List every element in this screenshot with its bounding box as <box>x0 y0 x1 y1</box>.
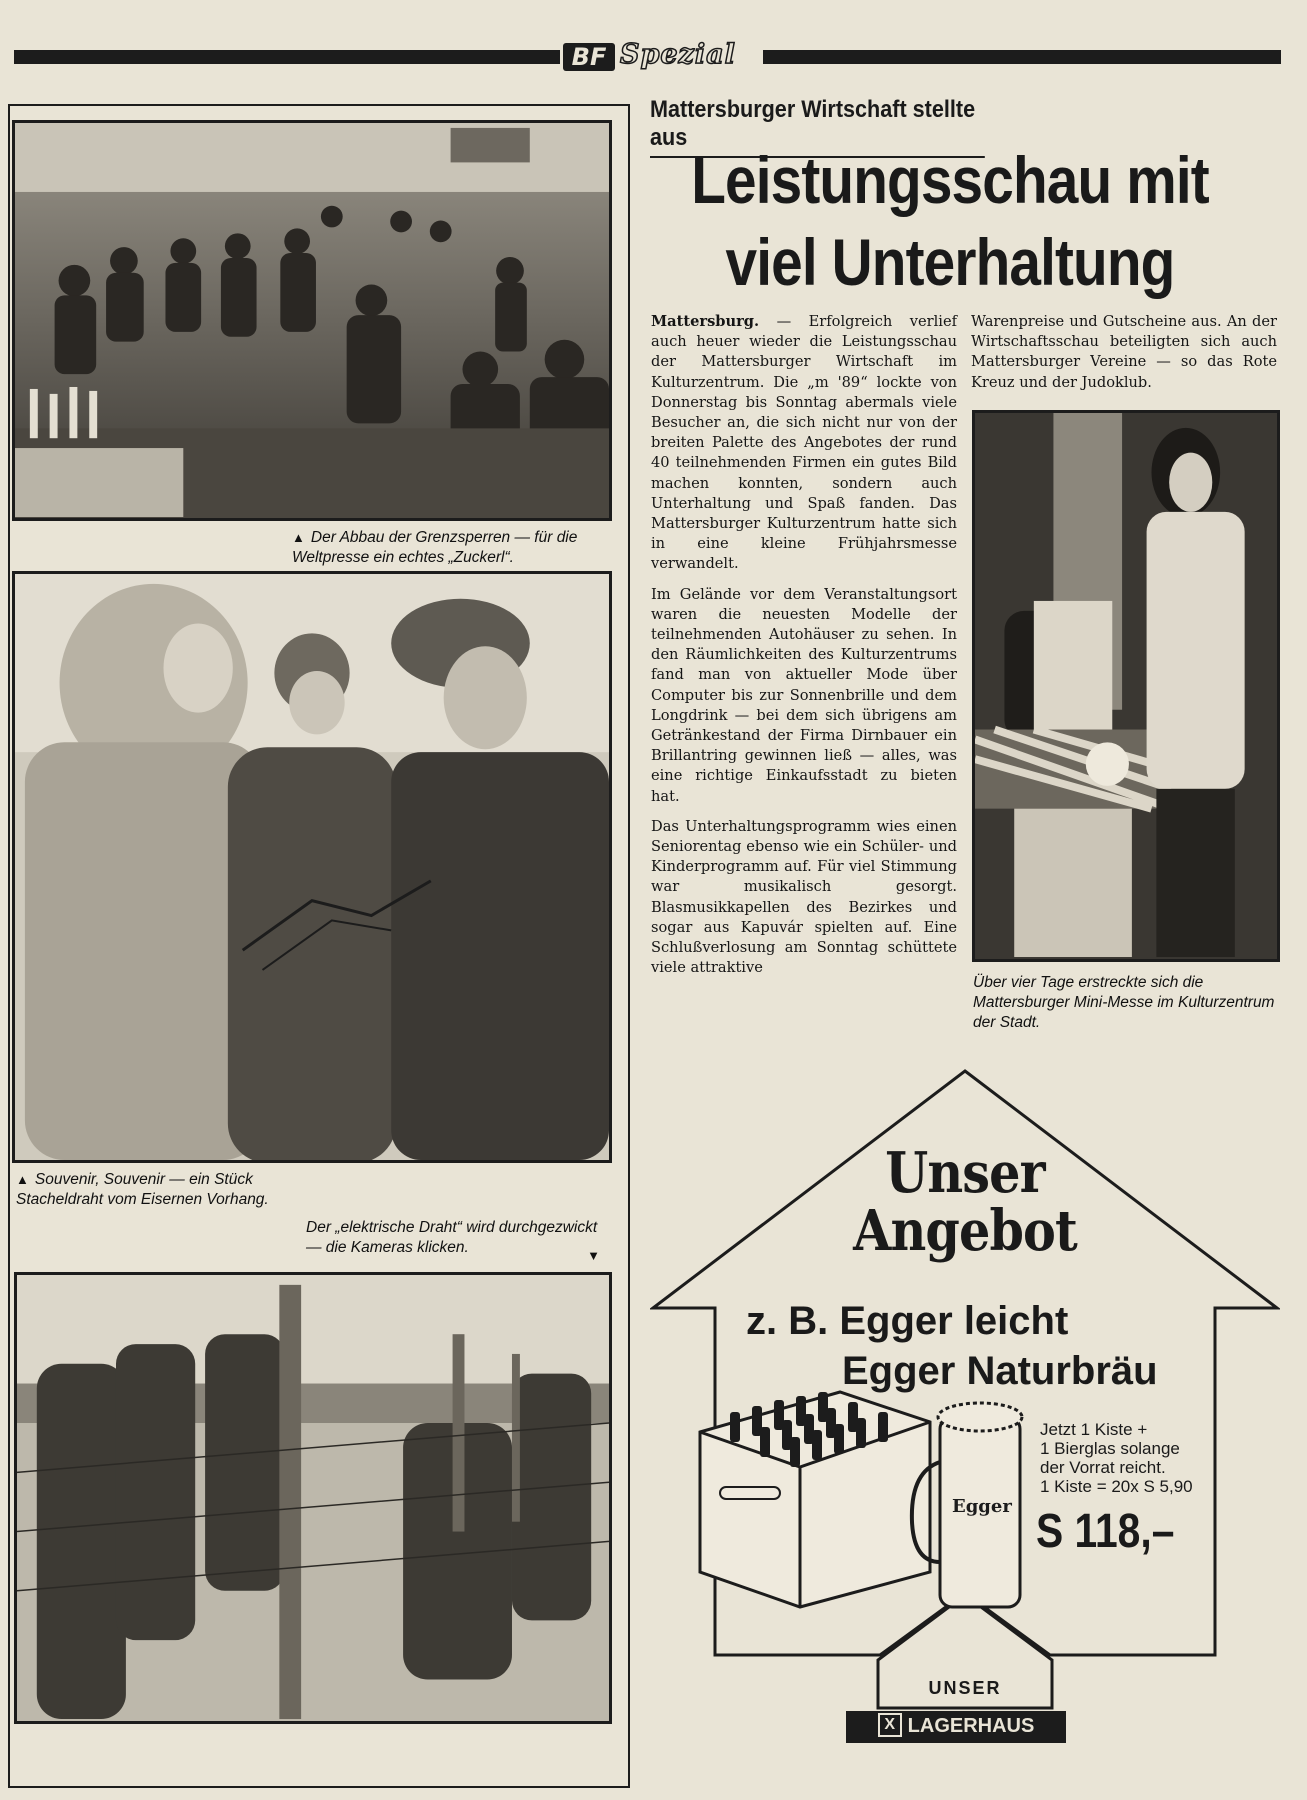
article-headline-line2: viel Unterhaltung <box>725 225 1175 299</box>
header-rule-left <box>14 50 560 64</box>
ad-beer-crate-illustration <box>690 1372 1030 1612</box>
ad-title-line2: Angebot <box>853 1198 1077 1264</box>
ad-offer-line2: 1 Bierglas solange <box>1040 1439 1180 1458</box>
photo-mini-messe-image <box>975 413 1277 959</box>
caption-text: Souvenir, Souvenir — ein Stück Stacheldraht vom Eisernen Vorhang. <box>16 1171 269 1208</box>
ad-offer-line1: Jetzt 1 Kiste + <box>1040 1420 1148 1439</box>
article-headline-line1: Leistungsschau mit <box>691 143 1209 217</box>
ad-title-line1: Unser <box>885 1140 1045 1206</box>
article-dateline: Mattersburg. <box>651 313 760 330</box>
photo-fence-cutting <box>14 1272 612 1724</box>
svg-text:Egger: Egger <box>952 1496 1012 1517</box>
lagerhaus-label: LAGERHAUS <box>907 1715 1035 1737</box>
caption-down-marker: ▼ <box>587 1248 600 1263</box>
ad-brand-lagerhaus <box>846 1711 1066 1743</box>
article-paragraph-2: Im Gelände vor dem Veranstaltungsort waren die neuesten Modelle der teilnehmenden Autohäuser zu sehen. In den Räumlichkeiten des Kulturzentrums fand man von aktueller Mode über Computer bis zur Sonnenbrille und dem Longdrink — bei dem sich übrigens am Getränkestand der Firma Dirnbauer ein Brillantring gewinnen ließ — alles, was eine richtige Einkaufsstadt zu bieten hat. <box>651 585 957 805</box>
header-rule-right <box>763 50 1281 64</box>
article-kicker: Mattersburger Wirtschaft stellte aus <box>650 96 985 158</box>
ad-offer-line3: der Vorrat reicht. <box>1040 1458 1166 1477</box>
caption-photo-press <box>292 528 614 568</box>
article-column-2 <box>971 312 1277 393</box>
beer-crate-icon <box>690 1372 1030 1612</box>
caption-photo-soldiers <box>16 1170 316 1210</box>
section-title: Spezial <box>620 39 736 70</box>
caption-text: Der Abbau der Grenzsperren — für die Weltpresse ein echtes „Zuckerl“. <box>292 529 578 566</box>
ad-offer-line4: 1 Kiste = 20x S 5,90 <box>1040 1477 1193 1496</box>
photo-fence-cutting-image <box>17 1275 609 1721</box>
caption-photo-cutting <box>306 1218 606 1266</box>
article-paragraph-4: Warenpreise und Gutscheine aus. An der Wirtschaftsschau beteiligten sich auch Mattersburger Vereine — so das Rote Kreuz und der Judoklub. <box>971 313 1277 391</box>
caption-photo-messe: Über vier Tage erstreckte sich die Mattersburger Mini-Messe im Kulturzentrum der Stadt. <box>973 974 1275 1031</box>
caption-up-marker: ▲ <box>292 530 305 545</box>
photo-press-conference <box>12 120 612 521</box>
section-badge: BF <box>563 43 615 71</box>
article-paragraph-1: — Erfolgreich verlief auch heuer wieder die Leistungsschau der Mattersburger Wirtschaft im Kulturzentrum. Die „m '89“ lockte von Donnerstag bis Sonntag abermals viele Besucher an, die sich nicht nur von der breiten Palette des Angebotes der rund 40 teilnehmenden Firmen ein gutes Bild machen konnten, sondern auch Unterhaltung und Spaß fanden. Das Mattersburger Kulturzentrum hatte sich in eine kleine Frühjahrsmesse verwandelt. <box>651 313 958 573</box>
photo-mini-messe <box>972 410 1280 962</box>
ad-brand-unser: UNSER <box>928 1678 1002 1698</box>
ad-product-line2: Egger Naturbräu <box>842 1349 1158 1393</box>
article-paragraph-3: Das Unterhaltungsprogramm wies einen Seniorentag ebenso wie ein Schüler- und Kinderprogramm auf. Für viel Stimmung war musikalisch gesorgt. Blasmusikkapellen des Bezirkes und sogar aus Kapuvár spielten auf. Eine Schlußverlosung am Sonntag schüttete viele attraktive <box>651 817 957 977</box>
lagerhaus-logo-icon: X <box>878 1713 902 1737</box>
ad-offer-text <box>1040 1420 1270 1496</box>
caption-up-marker: ▲ <box>16 1172 29 1187</box>
caption-text: Der „elektrische Draht“ wird durchgezwickt — die Kameras klicken. <box>306 1219 598 1256</box>
ad-product-line1: z. B. Egger leicht <box>746 1299 1069 1343</box>
ad-price: S 118,– <box>1036 1505 1175 1558</box>
photo-press-conference-image <box>15 123 609 518</box>
photo-soldiers-wire-image <box>15 574 609 1160</box>
photo-soldiers-wire <box>12 571 612 1163</box>
article-column-1 <box>651 312 957 979</box>
